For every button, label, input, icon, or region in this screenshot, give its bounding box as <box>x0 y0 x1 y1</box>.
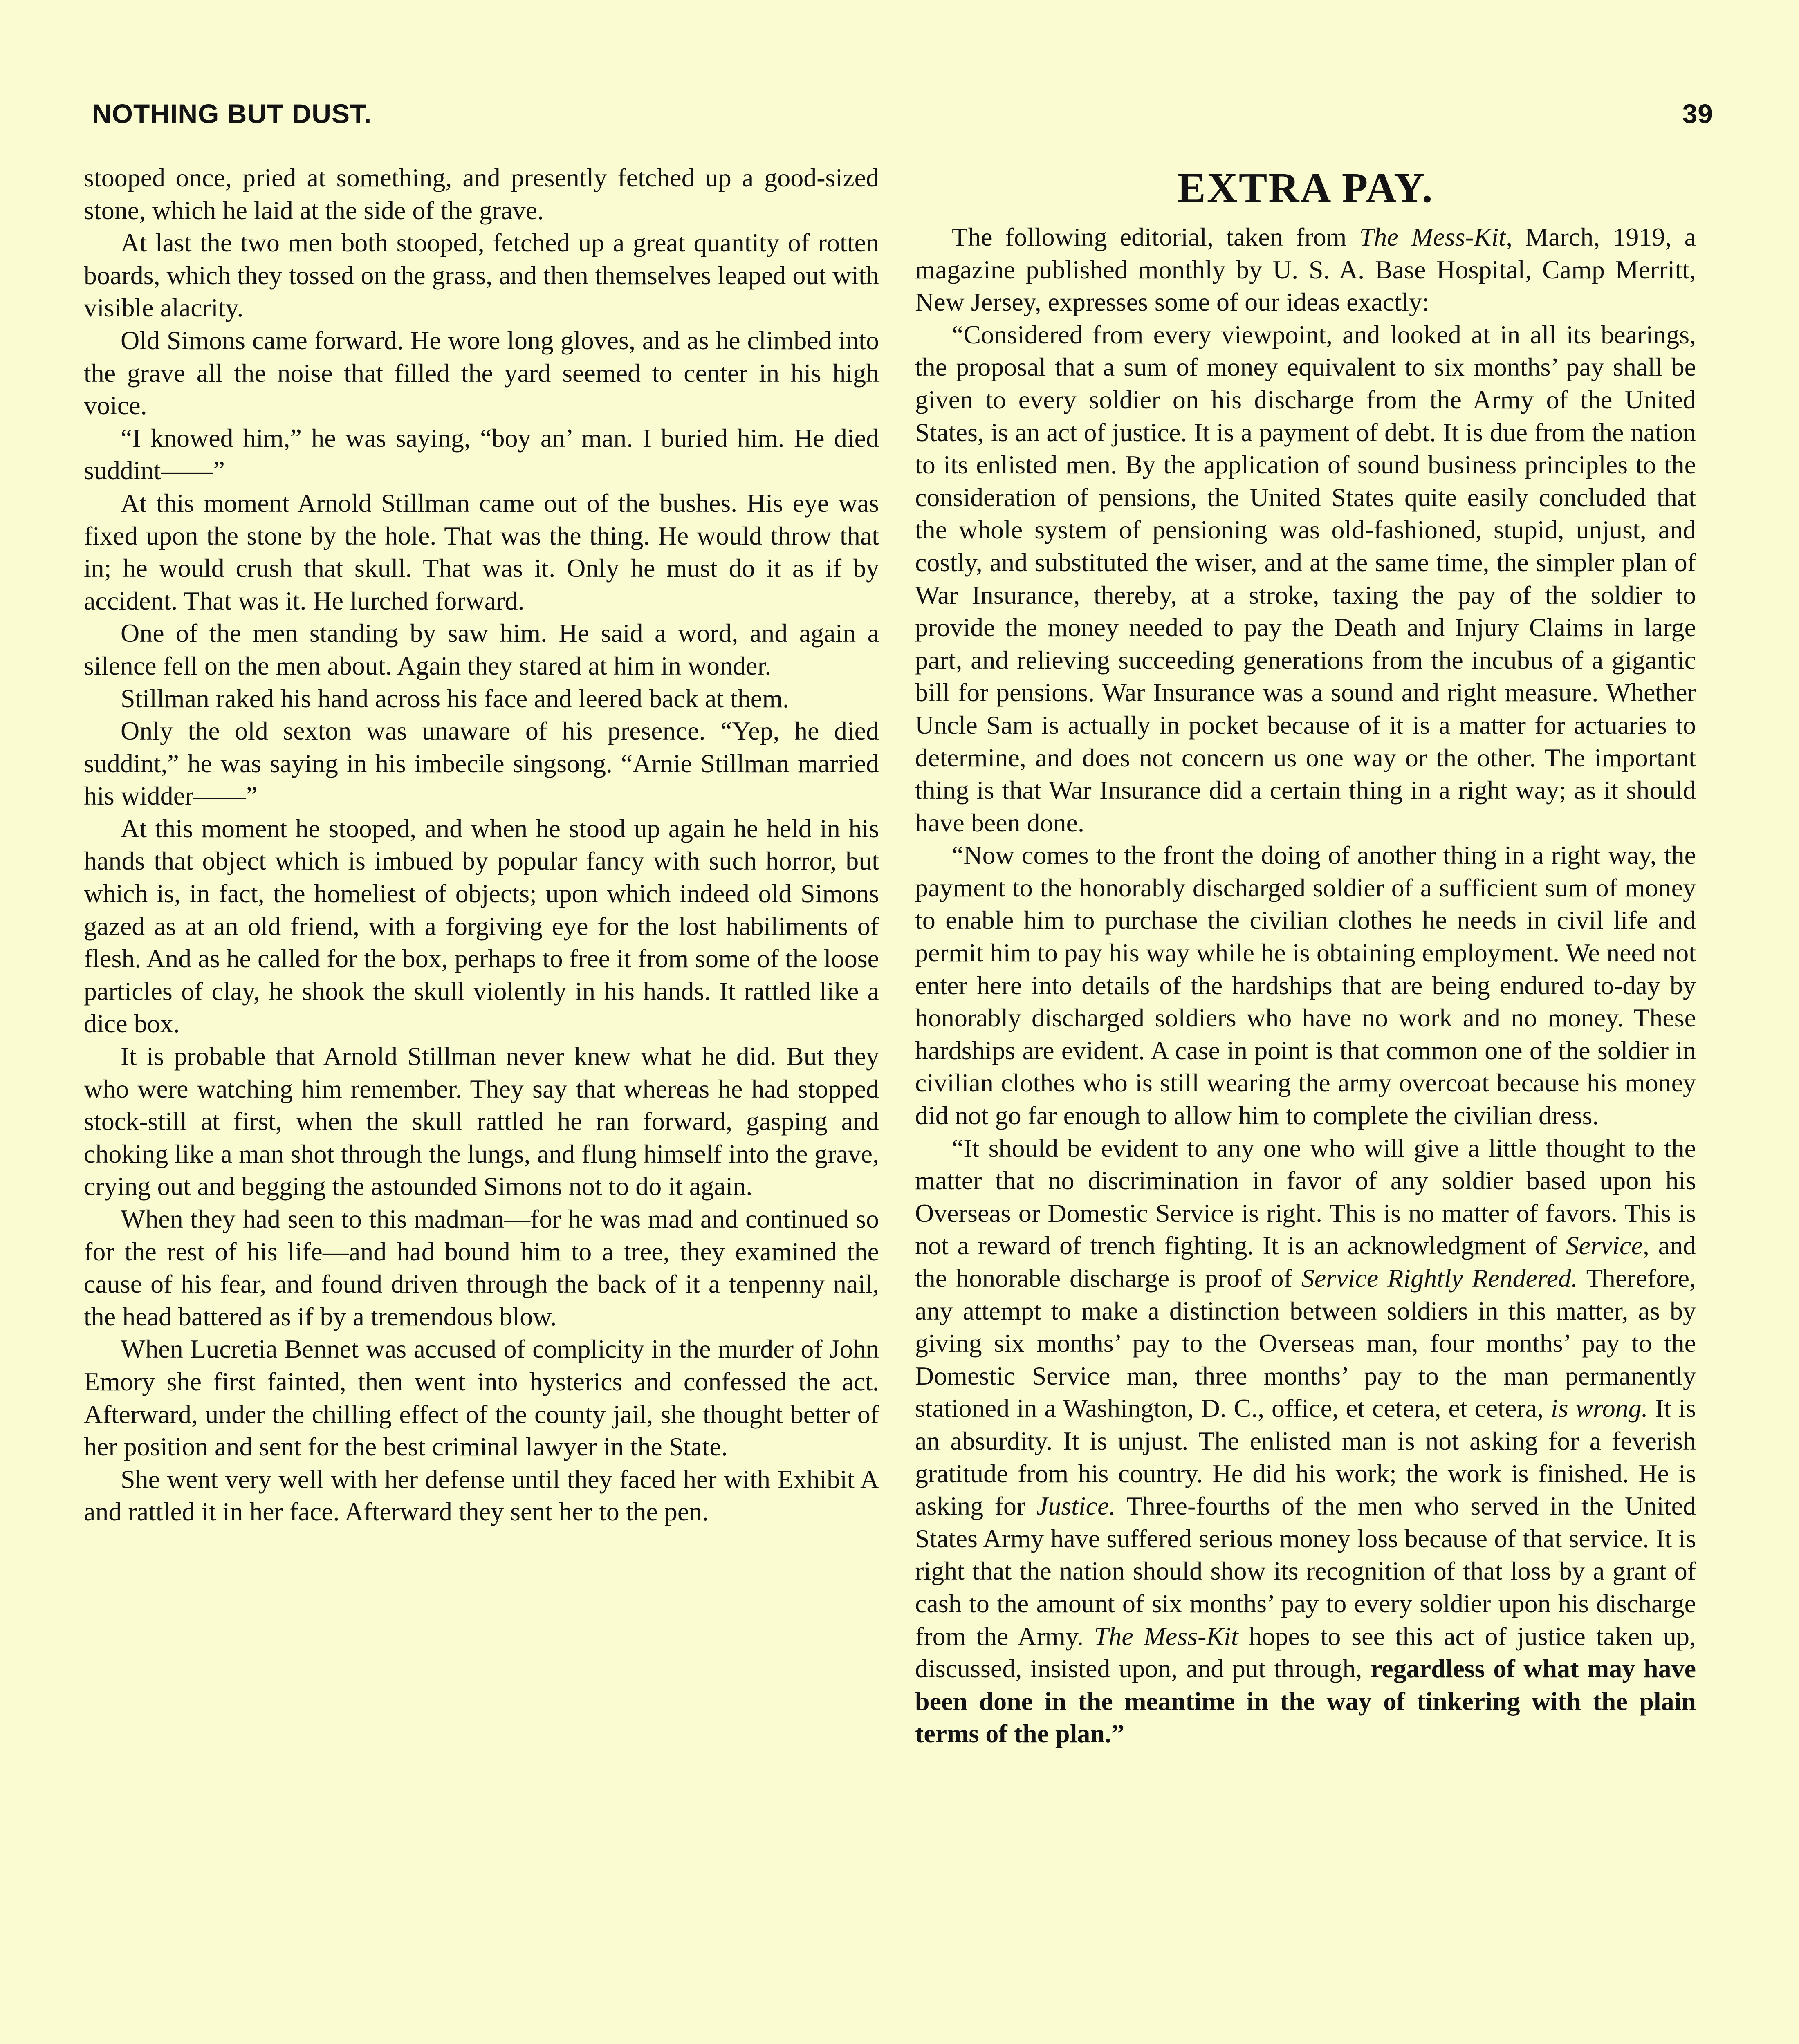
paragraph <box>915 1132 1696 1750</box>
paragraph: Old Simons came forward. He wore long gloves, and as he climbed into the grave all the noise that filled the yard seemed to center in his high voice. <box>84 325 879 420</box>
paragraph: At this moment Arnold Stillman came out of the bushes. His eye was fixed upon the stone by the hole. That was the thing. He would throw that in; he would crush that skull. That was it. Only he must do it as if by accident. That was it. He lurched forward. <box>84 488 879 615</box>
right-column <box>915 164 1696 1750</box>
emphasis: Justice. <box>1036 1491 1116 1521</box>
page-number: 39 <box>1682 99 1713 129</box>
text: March, 1919, a magazine published monthly by U. S. A. Base Hospital, Camp Merritt, New Jersey, expresses some of our ideas exactly: <box>915 222 1696 317</box>
paragraph: One of the men standing by saw him. He said a word, and again a silence fell on the men about. Again they stared at him in wonder. <box>84 619 879 680</box>
emphasis: Service, <box>1566 1231 1649 1260</box>
intro-paragraph <box>915 221 1696 318</box>
text: Three-fourths of the men who served in the United States Army have suffered serious money loss because of that service. It is right that the nation should show its recognition of that loss by a grant of cash to the amount of six months’ pay to every soldier upon his discharge from the Army. <box>915 1491 1696 1651</box>
paragraph: “I knowed him,” he was saying, “boy an’ man. I buried him. He died suddint——” <box>84 423 879 485</box>
text: “It should be evident to any one who will give a little thought to the matter that no discrimination in favor of any soldier based upon his Overseas or Domestic Service is right. This is no matter of favors. This is not a reward of trench fighting. It is an acknowledgment of <box>915 1133 1696 1260</box>
paragraph: At last the two men both stooped, fetched up a great quantity of rotten boards, which they tossed on the grass, and then themselves leaped out with visible alacrity. <box>84 228 879 323</box>
article-title: EXTRA PAY. <box>1177 164 1434 211</box>
paragraph: When Lucretia Bennet was accused of complicity in the murder of John Emory she first fainted, then went into hysterics and confessed the act. Afterward, under the chilling effect of the county jail, she thought better of her position and sent for the best criminal lawyer in the State. <box>84 1334 879 1461</box>
text: and the honorable discharge is proof of <box>915 1231 1696 1293</box>
paragraph: “Considered from every viewpoint, and looked at in all its bearings, the proposal that a sum of money equivalent to six months’ pay shall be given to every soldier on his discharge from the Army of the United States, is an act of justice. It is a payment of debt. It is due from the nation to its enlisted men. By the application of sound business principles to the consideration of pensions, the United States quite easily concluded that the whole system of pensioning was old-fashioned, stupid, unjust, and costly, and substituted the wiser, and at the same time, the simpler plan of War Insurance, thereby, at a stroke, taxing the pay of the soldier to provide the money needed to pay the Death and Injury Claims in large part, and relieving succeeding generations from the incubus of a gigantic bill for pensions. War Insurance was a sound and right measure. Whether Uncle Sam is actually in pocket because of it is a matter for actuaries to determine, and does not concern us one way or the other. The important thing is that War Insurance did a certain thing in a right way; as it should have been done. <box>915 320 1696 837</box>
paragraph: She went very well with her defense until they faced her with Exhibit A and rattled it in her face. Afterward they sent her to the pen. <box>84 1464 879 1526</box>
text: hopes to see this act of justice taken up, discussed, insisted upon, and put through, <box>915 1621 1696 1683</box>
paragraph: “Now comes to the front the doing of another thing in a right way, the payment to the honorably discharged soldier of a sufficient sum of money to enable him to purchase the civilian clothes he needs in civil life and permit him to pay his way while he is obtaining employment. We need not enter here into details of the hardships that are being endured to-day by honorably discharged soldiers who have no work and no money. These hardships are evident. A case in point is that common one of the soldier in civilian clothes who is still wearing the army overcoat because his money did not go far enough to allow him to complete the civilian dress. <box>915 840 1696 1130</box>
emphasis: is wrong. <box>1550 1394 1648 1423</box>
magazine-name: The Mess-Kit <box>1094 1621 1238 1651</box>
paragraph: Stillman raked his hand across his face and leered back at them. <box>121 684 789 713</box>
closing-text: regardless of what may have been done in the meantime in the way of tinkering with the plain terms of the plan.” <box>915 1654 1696 1748</box>
text: The following editorial, taken from <box>952 222 1359 251</box>
left-column <box>84 161 879 1528</box>
magazine-name: The Mess-Kit, <box>1359 222 1512 251</box>
paragraph: At this moment he stooped, and when he stood up again he held in his hands that object which is imbued by popular fancy with such horror, but which is, in fact, the homeliest of objects; upon which indeed old Simons gazed as at an old friend, with a forgiving eye for the lost habiliments of flesh. And as he called for the box, perhaps to free it from some of the loose particles of clay, he shook the skull violently in his hands. It rattled like a dice box. <box>84 814 879 1038</box>
paragraph: stooped once, pried at something, and presently fetched up a good-sized stone, which he laid at the side of the grave. <box>84 163 879 225</box>
text: It is an absurdity. It is unjust. The enlisted man is not asking for a feverish gratitude from his country. He did his work; the work is finished. He is asking for <box>915 1394 1696 1521</box>
text: Therefore, any attempt to make a distinction between soldiers in this matter, as by giving six months’ pay to the Overseas man, four months’ pay to the Domestic Service man, three months’ pay to the man permanently stationed in a Washington, D. C., office, et cetera, et cetera, <box>915 1264 1696 1423</box>
paragraph: Only the old sexton was unaware of his presence. “Yep, he died suddint,” he was saying in his imbecile singsong. “Arnie Stillman married his widder——” <box>84 716 879 811</box>
running-title: NOTHING BUT DUST. <box>92 99 372 129</box>
paragraph: When they had seen to this madman—for he was mad and continued so for the rest of his life—and had bound him to a tree, they examined the cause of his fear, and found driven through the back of it a tenpenny nail, the head battered as if by a tremendous blow. <box>84 1204 879 1331</box>
paragraph: It is probable that Arnold Stillman never knew what he did. But they who were watching him remember. They say that whereas he had stopped stock-still at first, when the skull rattled he ran forward, gasping and choking like a man shot through the lungs, and flung himself into the grave, crying out and begging the astounded Simons not to do it again. <box>84 1042 879 1201</box>
emphasis: Service Rightly Rendered. <box>1301 1264 1578 1293</box>
